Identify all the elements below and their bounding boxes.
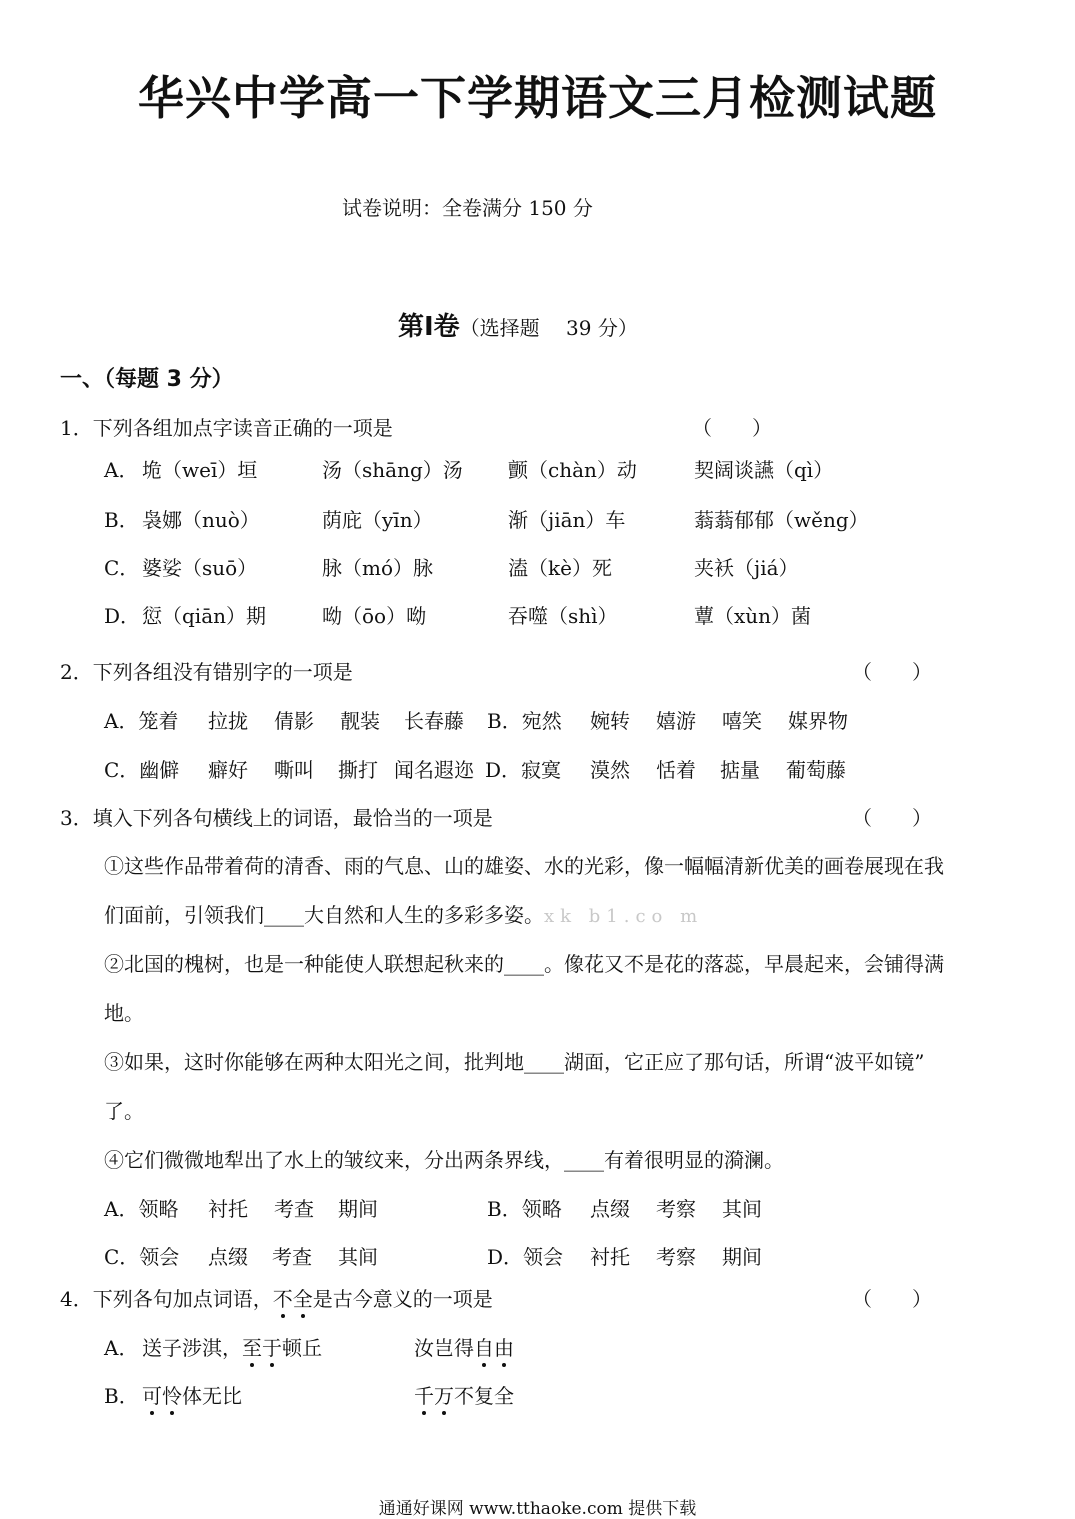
q1-option-c-label: C． [104,556,140,580]
page-footer: 通通好课网 www.tthaoke.com 提供下载 [378,1499,697,1519]
q1-option-a-item: 汤（shāng）汤 [322,458,463,482]
q1-option-c-item: 夹袄（jiá） [694,556,799,580]
q3-option-a: 衬托 [208,1197,248,1221]
volume-detail: （选择题 39 分） [459,316,638,340]
q2-word: 靓装 [340,709,380,733]
q3-option-a: A．领略 [104,1197,179,1221]
q1-answer-paren: （ ） [692,416,772,440]
q3-sentence-1-text: 们面前，引领我们____大自然和人生的多彩多姿。 [104,903,544,927]
q2-word: 嘶叫 [274,758,314,782]
q3-option-b: 其间 [722,1197,762,1221]
q1-option-d-label: D． [104,604,141,628]
q4-stem-post: 是古今意义的一项是 [312,1287,493,1311]
q1-option-b-item: 袅娜（nuò） [142,508,260,532]
q2-word: 长春藤 [404,709,464,733]
q3-option-d: D．领会 [487,1245,564,1269]
emphasis-dotted-char: 怜 [162,1380,182,1409]
q3-option-c: 点缀 [208,1245,248,1269]
q3-option-a: 考查 [274,1197,314,1221]
emphasis-dotted-char: 全 [293,1283,313,1312]
emphasis-dotted-char: 不 [273,1283,293,1312]
emphasis-dotted-char: 可 [142,1380,162,1409]
q2-word: 恬着 [656,758,696,782]
q1-option-b-label: B． [104,508,139,532]
q3-sentence-2: ②北国的槐树，也是一种能使人联想起秋来的____。像花又不是花的落蕊，早晨起来，会铺得满 [104,952,944,976]
q1-stem: 1．下列各组加点字读音正确的一项是 [60,416,393,440]
q3-sentence-4: ④它们微微地犁出了水上的皱纹来，分出两条界线，____有着很明显的漪澜。 [104,1148,784,1172]
q4-a2-dotted [474,1336,514,1360]
q4-a1-dotted [242,1336,282,1360]
q3-sentence-2-cont: 地。 [104,1001,144,1025]
q3-sentence-3-cont: 了。 [104,1099,144,1123]
q4-answer-paren: （ ） [852,1287,932,1311]
q4-a1-pre: 送子涉淇， [142,1336,242,1360]
q2-word: 漠然 [590,758,630,782]
page-title: 华兴中学高一下学期语文三月检测试题 [138,71,937,125]
q2-word: B．宛然 [487,709,562,733]
q3-option-a: 期间 [338,1197,378,1221]
q1-option-a-label: A． [104,458,139,482]
q2-stem: 2．下列各组没有错别字的一项是 [60,660,353,684]
q1-option-a-item: 垝（weī）垣 [142,458,258,482]
emphasis-dotted-char: 万 [434,1380,454,1409]
section-heading: 一、（每题 3 分） [60,367,234,392]
q2-word: 掂量 [720,758,760,782]
q3-option-d: 考察 [656,1245,696,1269]
q4-option-b-label: B． [104,1384,139,1408]
watermark-text: xk b1.co m [544,906,704,927]
q2-word: 倩影 [274,709,314,733]
q4-stem-dotted [273,1287,313,1311]
volume-heading [398,306,638,343]
q1-option-d-item: 呦（ōo）呦 [322,604,427,628]
q3-sentence-1: ①这些作品带着荷的清香、雨的气息、山的雄姿、水的光彩，像一幅幅清新优美的画卷展现在我 [104,854,944,878]
q1-option-c-item: 溘（kè）死 [508,556,612,580]
q2-word: C．幽僻 [104,758,180,782]
q3-option-c: 其间 [338,1245,378,1269]
q1-option-d-item: 吞噬（shì） [508,604,618,628]
q2-word: 婉转 [590,709,630,733]
q3-stem: 3．填入下列各句横线上的词语，最恰当的一项是 [60,806,493,830]
q2-word: 撕打 [338,758,378,782]
q1-option-b-item: 渐（jiān）车 [508,508,626,532]
q4-stem [60,1283,493,1312]
q4-option-a-sentence-1 [142,1332,322,1361]
q2-word: 媒界物 [788,709,848,733]
q2-word: 闻名遐迩 [394,758,474,782]
q3-option-b: 考察 [656,1197,696,1221]
q1-option-a-item: 契阔谈讌（qì） [694,458,834,482]
q4-b2-dotted [414,1384,454,1408]
q1-option-c-item: 婆娑（suō） [142,556,258,580]
q1-option-d-item: 愆（qiān）期 [142,604,267,628]
q2-answer-paren: （ ） [852,660,932,684]
q4-b1-post: 体无比 [182,1384,242,1408]
q1-option-a-item: 颤（chàn）动 [508,458,637,482]
q2-word: 拉拢 [208,709,248,733]
q3-option-c: 考查 [272,1245,312,1269]
q2-word: A．笼着 [104,709,179,733]
volume-name: 第Ⅰ卷 [398,312,460,342]
q1-option-b-item: 荫庇（yīn） [322,508,433,532]
q4-a2-pre: 汝岂得 [414,1336,474,1360]
q3-option-d: 期间 [722,1245,762,1269]
q3-option-b: B．领略 [487,1197,562,1221]
q4-a1-post: 顿丘 [282,1336,322,1360]
q4-b1-dotted [142,1384,182,1408]
q2-word: 嬉游 [656,709,696,733]
emphasis-dotted-char: 由 [494,1332,514,1361]
q2-word: 葡萄藤 [786,758,846,782]
q3-sentence-1-cont [104,899,703,928]
q4-stem-pre: 4．下列各句加点词语， [60,1287,273,1311]
q3-sentence-3: ③如果，这时你能够在两种太阳光之间，批判地____湖面，它正应了那句话，所谓“波平如镜” [104,1050,925,1074]
q3-option-b: 点缀 [590,1197,630,1221]
emphasis-dotted-char: 至 [242,1332,262,1361]
q1-option-d-item: 蕈（xùn）菌 [694,604,812,628]
q3-answer-paren: （ ） [852,806,932,830]
emphasis-dotted-char: 于 [262,1332,282,1361]
q4-option-b-sentence-1 [142,1380,242,1409]
q2-word: D．寂寞 [485,758,562,782]
exam-note: 试卷说明：全卷满分 150 分 [342,196,593,220]
q4-b2-post: 不复全 [454,1384,514,1408]
emphasis-dotted-char: 千 [414,1380,434,1409]
q3-option-c: C．领会 [104,1245,180,1269]
q2-word: 癖好 [208,758,248,782]
q4-option-a-label: A． [104,1336,139,1360]
q4-option-b-sentence-2 [414,1380,514,1409]
q1-option-c-item: 脉（mó）脉 [322,556,434,580]
q3-option-d: 衬托 [590,1245,630,1269]
emphasis-dotted-char: 自 [474,1332,494,1361]
q2-word: 嘻笑 [722,709,762,733]
q4-option-a-sentence-2 [414,1332,514,1361]
q1-option-b-item: 蓊蓊郁郁（wěng） [694,508,869,532]
